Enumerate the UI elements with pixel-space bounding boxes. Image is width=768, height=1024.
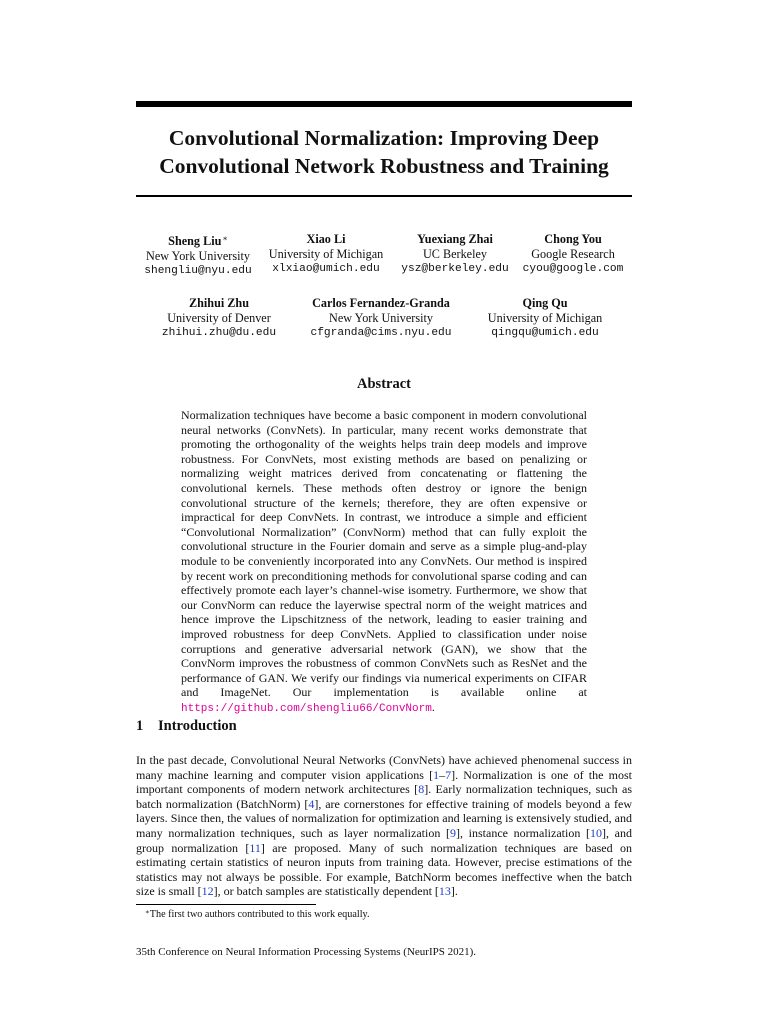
author-affiliation: New York University xyxy=(146,248,250,263)
citation-link[interactable]: 13 xyxy=(438,884,451,899)
author-block xyxy=(523,232,624,276)
citation-link[interactable]: 8 xyxy=(418,782,425,797)
author-name: Chong You xyxy=(544,232,602,246)
author-name: Xiao Li xyxy=(306,232,346,246)
author-affiliation: Google Research xyxy=(531,246,615,261)
venue-footer: 35th Conference on Neural Information Processing Systems (NeurIPS 2021). xyxy=(136,946,477,958)
author-name: Qing Qu xyxy=(522,296,568,310)
citation-link[interactable]: 4 xyxy=(308,796,315,811)
author-email[interactable]: zhihui.zhu@du.edu xyxy=(161,326,277,339)
top-rule xyxy=(136,101,632,107)
citation-link[interactable]: 7 xyxy=(445,767,452,782)
author-block xyxy=(269,232,383,276)
author-affiliation: New York University xyxy=(329,310,433,325)
author-name: Sheng Liu∗ xyxy=(168,234,228,248)
code-link[interactable]: https://github.com/shengliu66/ConvNorm xyxy=(181,702,432,715)
citation-link[interactable]: 1 xyxy=(433,767,440,782)
footnote-marker[interactable]: ∗ xyxy=(222,234,228,243)
section-heading xyxy=(136,718,237,735)
intro-paragraph: In the past decade, Convolutional Neural Networks (ConvNets) have achieved phenomenal success in many machine learning and computer vision applications [1–7]. Normalization is one of the most important components of modern network architectures [8]. Early normalization techniques, such as batch normalization (BatchNorm) [4], are cornerstones for effective training of models beyond a few layers. Since then, the values of normalization for optimization and learning is extensively studied, and many normalization techniques, such as layer normalization [9], instance normalization [10], and group normalization [11] are proposed. Many of such normalization techniques are based on estimating certain statistics of neuron inputs from training data. However, precise estimations of the statistics may not always be possible. For example, BatchNorm becomes ineffective when the batch size is small [12], or batch samples are statistically dependent [13]. xyxy=(136,753,633,899)
footnote-mark: ∗ xyxy=(145,908,150,916)
author-name: Zhihui Zhu xyxy=(189,296,249,310)
abstract-heading: Abstract xyxy=(357,376,411,392)
citation-link[interactable]: 11 xyxy=(249,840,261,855)
abstract-text: Normalization techniques have become a basic component in modern convolutional neural networks (ConvNets). In particular, many recent works demonstrate that promoting the orthogonality of the weights helps train deep models and improve robustness. For ConvNets, most existing methods are based on penalizing or normalizing weight matrices derived from concatenating or flattening the convolutional kernels. These methods often destroy or ignore the benign convolutional structure of the kernels; therefore, they are often expensive or impractical for deep ConvNets. In contrast, we introduce a simple and efficient “Convolutional Normalization” (ConvNorm) method that can fully exploit the convolutional structure in the Fourier domain and serve as a simple plug-and-play module to be conveniently incorporated into any ConvNets. Our method is inspired by recent work on preconditioning methods for convolutional sparse coding and can effectively promote each layer’s channel-wise isometry. Furthermore, we show that our ConvNorm can reduce the layerwise spectral norm of the weight matrices and hence improve the Lipschitzness of the network, leading to easier training and improved robustness for deep ConvNets. Applied to classification under noise corruptions and generative adversarial network (GAN), we show that the ConvNorm improves the robustness of common ConvNets such as ResNet and the performance of GAN. We verify our findings via numerical experiments on CIFAR and ImageNet. Our implementation is available online at https://github.com/shengliu66/ConvNorm. xyxy=(181,408,587,715)
author-block xyxy=(401,232,508,276)
author-block xyxy=(162,296,276,340)
author-email[interactable]: xlxiao@umich.edu xyxy=(272,262,380,275)
author-block xyxy=(311,296,452,340)
footnote: ∗The first two authors contributed to this work equally. xyxy=(145,908,370,920)
section-title: Introduction xyxy=(158,718,237,734)
paper-title: Convolutional Normalization: Improving Deep Convolutional Network Robustness and Training xyxy=(159,126,609,178)
author-affiliation: University of Michigan xyxy=(487,310,603,325)
author-affiliation: University of Michigan xyxy=(268,246,384,261)
author-block xyxy=(488,296,602,340)
author-affiliation: UC Berkeley xyxy=(423,246,487,261)
author-email[interactable]: cfgranda@cims.nyu.edu xyxy=(310,326,452,339)
author-email[interactable]: qingqu@umich.edu xyxy=(491,326,599,339)
citation-link[interactable]: 9 xyxy=(450,825,456,840)
author-name: Yuexiang Zhai xyxy=(417,232,493,246)
citation-link[interactable]: 10 xyxy=(590,825,602,840)
section-number: 1 xyxy=(136,718,144,734)
author-email[interactable]: ysz@berkeley.edu xyxy=(401,262,509,275)
citation-link[interactable]: 12 xyxy=(201,884,214,899)
author-name: Carlos Fernandez-Granda xyxy=(312,296,450,310)
author-email[interactable]: shengliu@nyu.edu xyxy=(144,264,252,277)
author-email[interactable]: cyou@google.com xyxy=(522,262,624,275)
footnote-rule xyxy=(136,904,316,905)
author-block xyxy=(144,232,251,278)
author-affiliation: University of Denver xyxy=(167,310,271,325)
title-rule xyxy=(136,195,632,197)
